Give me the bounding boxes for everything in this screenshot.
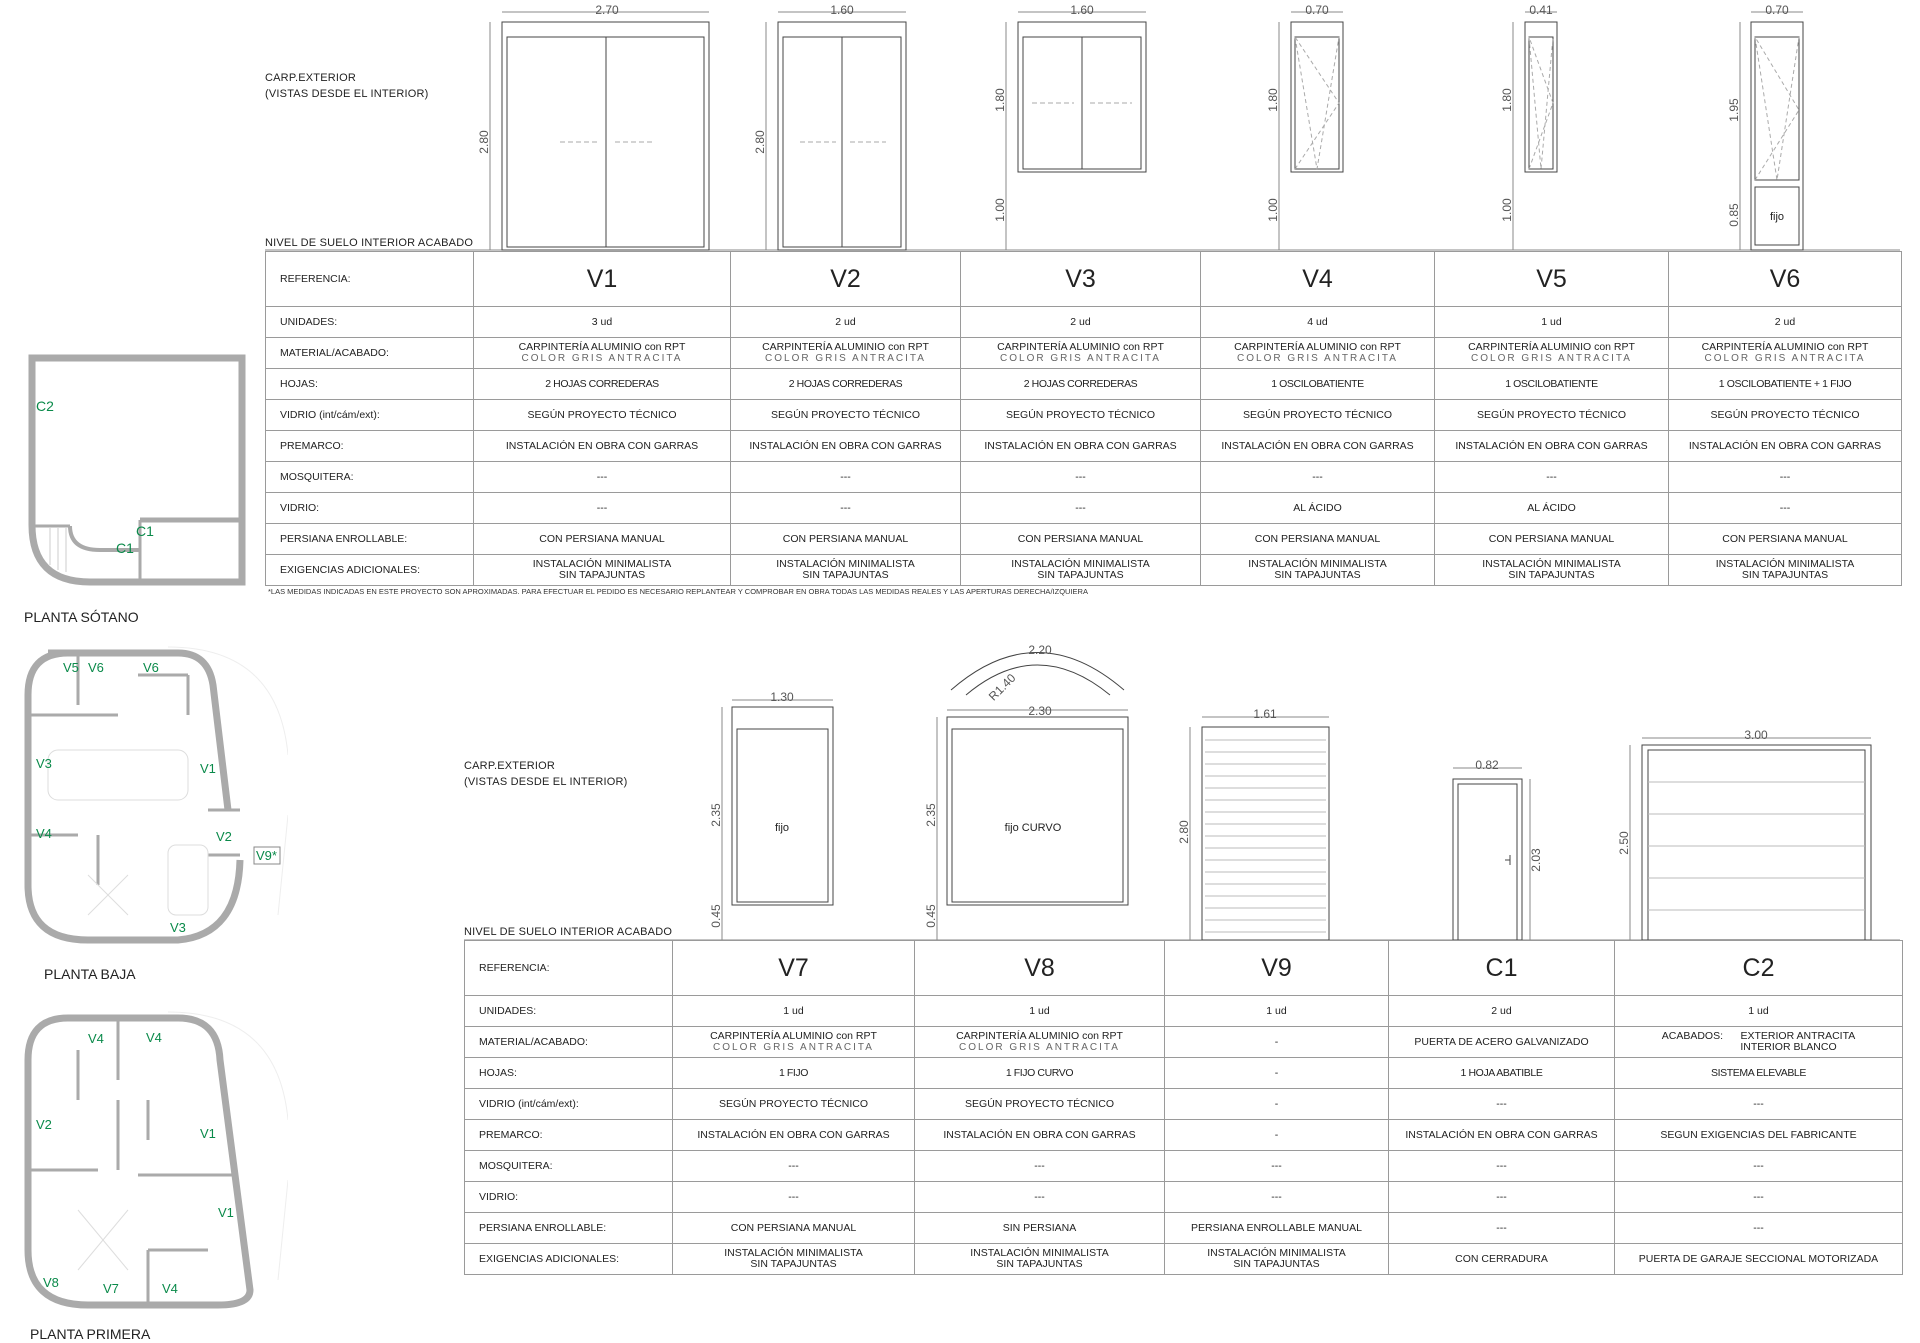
dim-v6-height: 1.95 [1727,98,1741,122]
row-material: MATERIAL/ACABADO: CARPINTERÍA ALUMINIO con RPT COLOR GRIS ANTRACITA CARPINTERÍA ALUMINIO con RPT COLOR GRIS ANTRACITA CARPINTERÍA ALUMINIO con RPT COLOR GRIS ANTRACITA CARPINTERÍA ALUMINIO con RPT COLOR GRIS ANTRACITA CARPINTERÍA ALUMINIO con RPT COLOR GRIS ANTRACITA CARPINTERÍA ALUMINIO con RPT COLOR GRIS ANTRACITA [266,338,1902,369]
v6-fixed-label: fijo [1769,211,1785,223]
plan-label-v8: V8 [43,1275,59,1290]
v8-fixed-label: fijo CURVO [1004,822,1062,834]
plan-label-v6-b: V6 [143,660,159,675]
floor-label-bottom: NIVEL DE SUELO INTERIOR ACABADO [464,926,673,938]
elevations-top [0,0,1920,255]
plan-baja [18,645,288,950]
elevation-v4 [1279,12,1343,250]
row-unidades: UNIDADES: 3 ud 2 ud 2 ud 4 ud 1 ud 2 ud [266,307,1902,338]
dim-v7-height: 2.35 [709,803,723,827]
plan-label-v4-a: V4 [88,1031,104,1046]
dim-v9-width: 1.61 [1253,707,1277,721]
plan-label-c1-b: C1 [116,540,134,556]
dim-v4-width: 0.70 [1305,3,1329,17]
row-referencia: REFERENCIA: V1 V2 V3 V4 V5 V6 [266,252,1902,307]
dim-v5-height: 1.80 [1500,88,1514,112]
plan-label-v1-b: V1 [218,1205,234,1220]
dim-c1-height: 2.03 [1529,848,1543,872]
dim-v8-arc: 2.20 [1028,643,1052,657]
dim-v2-width: 1.60 [830,3,854,17]
plan-label-v6-a: V6 [88,660,104,675]
plan-label-v3-b: V3 [170,920,186,935]
plan-label-v4-c: V4 [162,1281,178,1296]
row-persiana-2: PERSIANA ENROLLABLE: CON PERSIANA MANUAL SIN PERSIANA PERSIANA ENROLLABLE MANUAL --- --- [465,1213,1903,1244]
row-vidrio-cam: VIDRIO (int/cám/ext): SEGÚN PROYECTO TÉCNICO SEGÚN PROYECTO TÉCNICO SEGÚN PROYECTO TÉCNICO SEGÚN PROYECTO TÉCNICO SEGÚN PROYECTO TÉCNICO SEGÚN PROYECTO TÉCNICO [266,400,1902,431]
header-label-top: CARP.EXTERIOR (VISTAS DESDE EL INTERIOR) [265,72,429,100]
dim-v5-sill: 1.00 [1500,198,1514,222]
dim-c2-height: 2.50 [1617,831,1631,855]
elevation-v8 [937,653,1128,941]
spec-table-bottom [464,940,1903,1275]
row-unidades-2: UNIDADES: 1 ud 1 ud 1 ud 2 ud 1 ud [465,996,1903,1027]
dim-v1-width: 2.70 [595,3,619,17]
plan-label-v5: V5 [63,660,79,675]
row-vidrio: VIDRIO: --- --- --- AL ÁCIDO AL ÁCIDO --- [266,493,1902,524]
plan-label-v2: V2 [36,1117,52,1132]
row-vidrio-2: VIDRIO: --- --- --- --- --- [465,1182,1903,1213]
elevations-bottom [0,630,1920,942]
elevation-v2 [766,12,906,250]
row-premarco-2: PREMARCO: INSTALACIÓN EN OBRA CON GARRAS INSTALACIÓN EN OBRA CON GARRAS - INSTALACIÓN EN OBRA CON GARRAS SEGUN EXIGENCIAS DEL FABRICANTE [465,1120,1903,1151]
dim-c1-width: 0.82 [1475,758,1499,772]
plan-label-v9: V9* [256,848,277,863]
plan-title-baja: PLANTA BAJA [44,966,136,982]
plan-label-v4: V4 [36,826,52,841]
plan-label-c2: C2 [36,398,54,414]
plan-label-v2: V2 [216,829,232,844]
dim-c2-width: 3.00 [1744,728,1768,742]
plan-label-v3-a: V3 [36,756,52,771]
plan-title-primera: PLANTA PRIMERA [30,1326,151,1342]
dim-v5-width: 0.41 [1529,3,1553,17]
elevation-v9 [1190,717,1329,940]
dim-v8-width: 2.30 [1028,704,1052,718]
dim-v8-height: 2.35 [924,803,938,827]
dim-v8-sill: 0.45 [924,904,938,928]
elevation-v3 [1006,12,1146,250]
row-material-2: MATERIAL/ACABADO: CARPINTERÍA ALUMINIO con RPT COLOR GRIS ANTRACITA CARPINTERÍA ALUMINIO con RPT COLOR GRIS ANTRACITA - PUERTA DE ACERO GALVANIZADO ACABADOS: EXTERIOR ANTRACITA INTERIOR BLANCO [465,1027,1903,1058]
row-vidrio-cam-2: VIDRIO (int/cám/ext): SEGÚN PROYECTO TÉCNICO SEGÚN PROYECTO TÉCNICO - --- --- [465,1089,1903,1120]
row-exigencias: EXIGENCIAS ADICIONALES: INSTALACIÓN MINIMALISTA SIN TAPAJUNTAS INSTALACIÓN MINIMALISTA SIN TAPAJUNTAS INSTALACIÓN MINIMALISTA SIN TAPAJUNTAS INSTALACIÓN MINIMALISTA SIN TAPAJUNTAS INSTALACIÓN MINIMALISTA SIN TAPAJUNTAS INSTALACIÓN MINIMALISTA SIN TAPAJUNTAS [266,555,1902,586]
row-hojas: HOJAS: 2 HOJAS CORREDERAS 2 HOJAS CORREDERAS 2 HOJAS CORREDERAS 1 OSCILOBATIENTE 1 OSCILOBATIENTE 1 OSCILOBATIENTE + 1 FIJO [266,369,1902,400]
disclaimer-note: *LAS MEDIDAS INDICADAS EN ESTE PROYECTO SON APROXIMADAS. PARA EFECTUAR EL PEDIDO ES NECESARIO REPLANTEAR Y COMPROBAR EN OBRA TODAS LAS MEDIDAS REALES Y LAS APERTURAS DERECHA/IZQUIERA [268,587,1088,596]
row-mosquitera-2: MOSQUITERA: --- --- --- --- --- [465,1151,1903,1182]
row-hojas-2: HOJAS: 1 FIJO 1 FIJO CURVO - 1 HOJA ABATIBLE SISTEMA ELEVABLE [465,1058,1903,1089]
elevation-v5 [1513,12,1557,250]
dim-v6-width: 0.70 [1765,3,1789,17]
row-exigencias-2: EXIGENCIAS ADICIONALES: INSTALACIÓN MINIMALISTA SIN TAPAJUNTAS INSTALACIÓN MINIMALISTA SIN TAPAJUNTAS INSTALACIÓN MINIMALISTA SIN TAPAJUNTAS CON CERRADURA PUERTA DE GARAJE SECCIONAL MOTORIZADA [465,1244,1903,1275]
row-mosquitera: MOSQUITERA: --- --- --- --- --- --- [266,462,1902,493]
dim-v4-height: 1.80 [1266,88,1280,112]
dim-v8-radius: R1.40 [985,670,1019,704]
plan-label-v7: V7 [103,1281,119,1296]
header-label-bottom: CARP.EXTERIOR (VISTAS DESDE EL INTERIOR) [464,760,628,788]
plan-sotano [10,350,250,595]
dim-v3-sill: 1.00 [993,198,1007,222]
dim-v7-width: 1.30 [770,690,794,704]
plan-label-v1: V1 [200,761,216,776]
dim-v3-height: 1.80 [993,88,1007,112]
row-referencia-2: REFERENCIA: V7 V8 V9 C1 C2 [465,941,1903,996]
row-persiana: PERSIANA ENROLLABLE: CON PERSIANA MANUAL CON PERSIANA MANUAL CON PERSIANA MANUAL CON PERSIANA MANUAL CON PERSIANA MANUAL CON PERSIANA MANUAL [266,524,1902,555]
dim-v1-height: 2.80 [477,130,491,154]
elevation-c2 [1630,738,1871,940]
row-premarco: PREMARCO: INSTALACIÓN EN OBRA CON GARRAS INSTALACIÓN EN OBRA CON GARRAS INSTALACIÓN EN OBRA CON GARRAS INSTALACIÓN EN OBRA CON GARRAS INSTALACIÓN EN OBRA CON GARRAS INSTALACIÓN EN OBRA CON GARRAS [266,431,1902,462]
floor-label-top: NIVEL DE SUELO INTERIOR ACABADO [265,237,474,249]
plan-label-v1-a: V1 [200,1126,216,1141]
plan-label-v4-b: V4 [146,1030,162,1045]
elevation-v7 [722,700,833,940]
dim-v6-sill: 0.85 [1727,203,1741,227]
v7-fixed-label: fijo [774,822,790,834]
plan-primera [18,1010,288,1315]
elevation-c1 [1453,768,1530,940]
spec-table-top [265,251,1902,586]
dim-v4-sill: 1.00 [1266,198,1280,222]
dim-v2-height: 2.80 [753,130,767,154]
plan-title-sotano: PLANTA SÓTANO [24,609,139,625]
elevation-v1 [490,12,709,250]
dim-v9-height: 2.80 [1177,820,1191,844]
plan-label-c1-a: C1 [136,523,154,539]
dim-v7-sill: 0.45 [709,904,723,928]
dim-v3-width: 1.60 [1070,3,1094,17]
